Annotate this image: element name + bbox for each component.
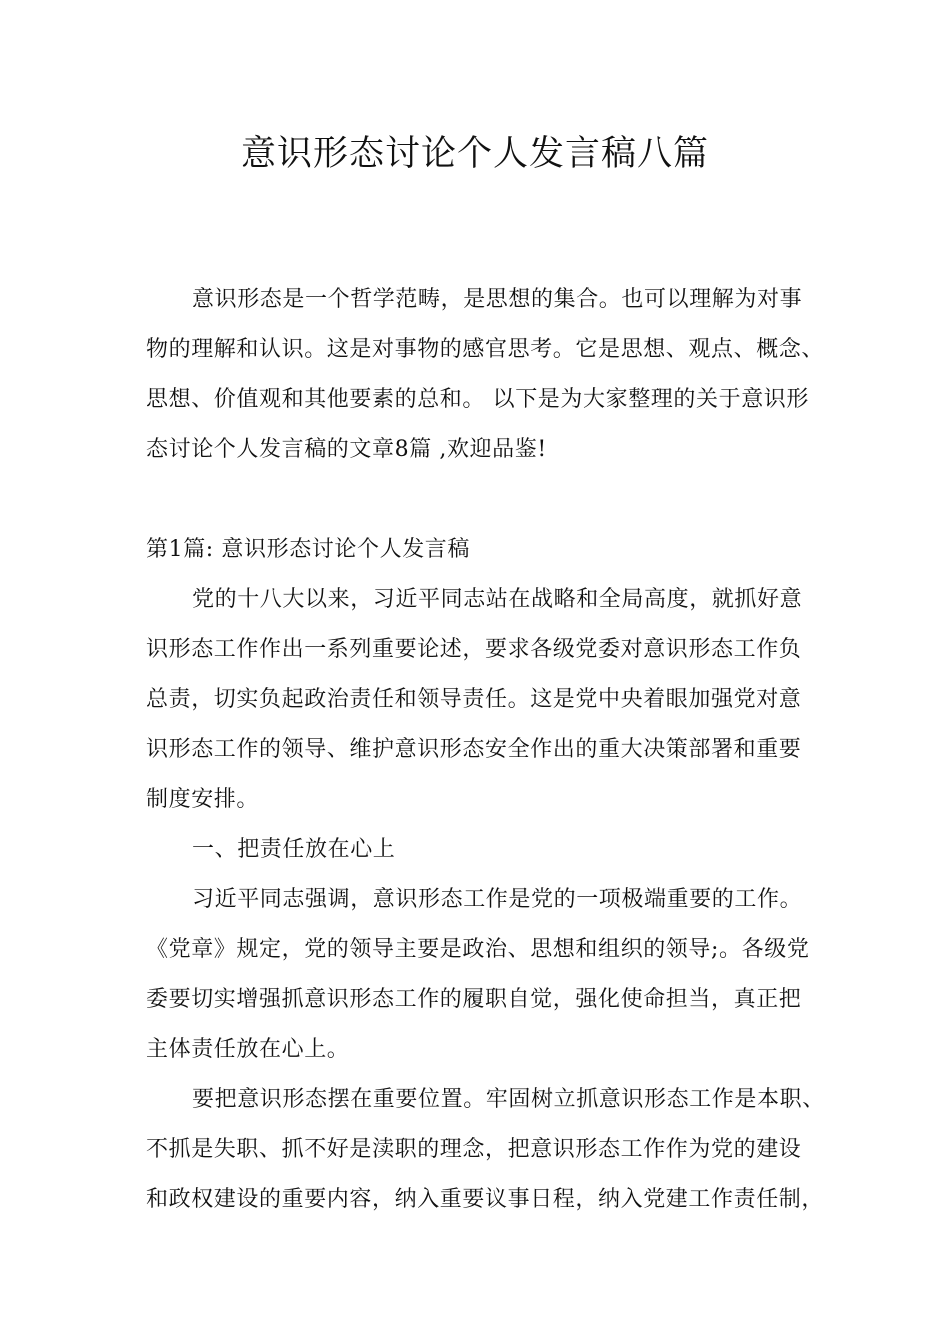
intro-line-2: 物的理解和认识。这是对事物的感官思考。它是思想、观点、概念、 (146, 337, 825, 362)
paragraph-line: 和政权建设的重要内容，纳入重要议事日程，纳入党建工作责任制， (146, 1187, 825, 1212)
paragraph-line: 主体责任放在心上。 (146, 1037, 350, 1062)
intro-line-1: 意识形态是一个哲学范畴，是思想的集合。也可以理解为对事 (192, 287, 803, 312)
intro-line-3: 思想、价值观和其他要素的总和。 以下是为大家整理的关于意识形 (146, 387, 809, 412)
paragraph-line: 党的十八大以来，习近平同志站在战略和全局高度，就抓好意 (192, 587, 803, 612)
paragraph-line: 要把意识形态摆在重要位置。牢固树立抓意识形态工作是本职、 (192, 1087, 825, 1112)
paragraph-line: 不抓是失职、抓不好是渎职的理念，把意识形态工作作为党的建设 (146, 1137, 802, 1162)
paragraph-line: 制度安排。 (146, 787, 260, 812)
paragraph-line: 识形态工作作出一系列重要论述，要求各级党委对意识形态工作负 (146, 637, 802, 662)
paragraph-line: 习近平同志强调，意识形态工作是党的一项极端重要的工作。 (192, 887, 803, 912)
paragraph-line: 识形态工作的领导、维护意识形态安全作出的重大决策部署和重要 (146, 737, 802, 762)
document-title: 意识形态讨论个人发言稿八篇 (240, 134, 709, 174)
section-heading: 一、把责任放在心上 (192, 837, 396, 862)
paragraph-line: 委要切实增强抓意识形态工作的履职自觉，强化使命担当，真正把 (146, 987, 802, 1012)
intro-line-4: 态讨论个人发言稿的文章8篇 ,欢迎品鉴! (146, 437, 547, 462)
paragraph-line: 总责，切实负起政治责任和领导责任。这是党中央着眼加强党对意 (146, 687, 802, 712)
article-heading: 第1篇: 意识形态讨论个人发言稿 (146, 537, 471, 562)
paragraph-line: 《党章》规定，党的领导主要是政治、思想和组织的领导;。各级党 (146, 937, 810, 962)
